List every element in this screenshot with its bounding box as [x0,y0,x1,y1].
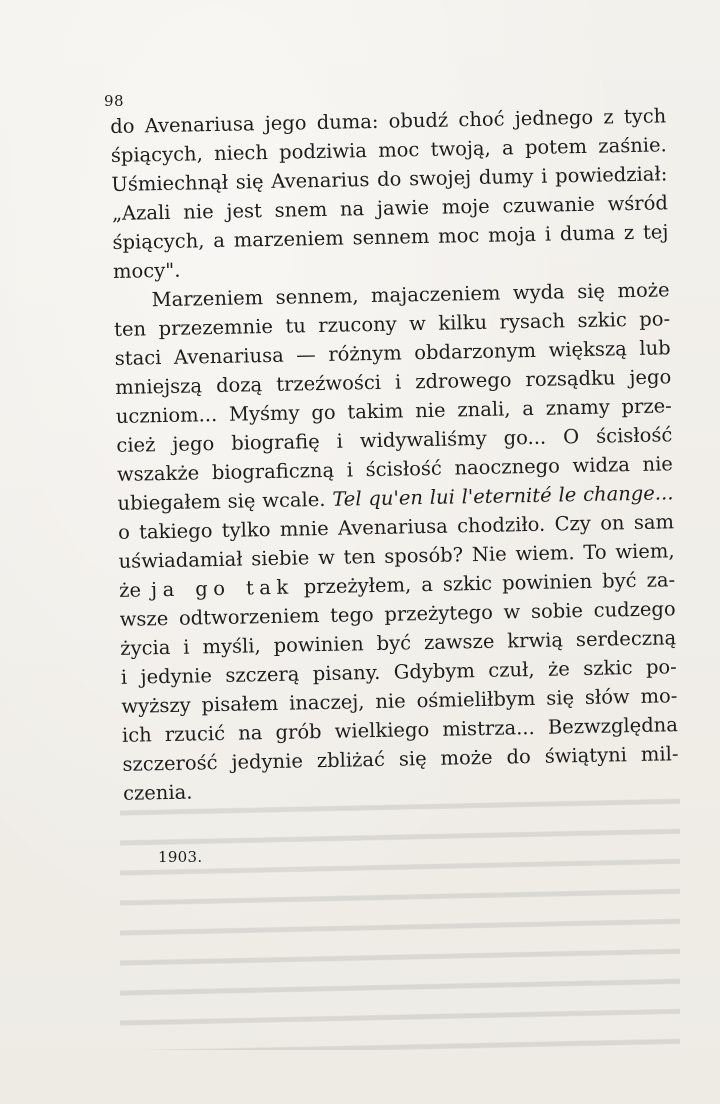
text-line: uczniom... Myśmy go takim nie znali, a znamy prze- [115,394,672,428]
text-span: przeżyłem, a szkic powinien być za- [303,568,676,599]
text-line: śpiących, niech podziwia moc twoją, a potem zaśnie. [110,133,667,167]
paragraph-start-line: Marzeniem sennem, majaczeniem wyda się może [151,278,670,312]
spaced-emphasis: ja go tak [150,575,294,602]
text-line: śpiących, a marzeniem sennem moc moja i duma z tej [112,220,669,254]
text-line: wyższy pisałem inaczej, nie ośmieliłbym się słów mo- [121,684,678,718]
text-line: „Azali nie jest snem na jawie moje czuwanie wśród [111,191,669,225]
text-line: o takiego tylko mnie Avenariusa chodziło. Czy on sam [117,510,675,544]
text-line: mocy". [112,258,181,283]
text-line: wszakże biograficzną i ścisłość naocznego widza nie [116,452,674,486]
text-line: ten przezemnie tu rzucony w kilku rysach szkic po- [113,307,671,341]
date-signature: 1903. [158,848,203,866]
text-line: staci Avenariusa — różnym obdarzonym większą lub [114,336,671,370]
text-span: ubiegałem się wcale. [117,487,326,515]
text-span: że [118,578,142,602]
bleed-through-text [120,790,680,1050]
text-line: mniejszą dozą trzeźwości i zdrowego rozsądku jego [115,365,672,399]
page-number: 98 [104,92,125,110]
text-line: szczerość jedynie zbliżać się może do świątyni mil- [122,742,679,776]
body-text [110,101,683,808]
text-line: i jedynie szczerą pisany. Gdybym czuł, że szkic po- [120,655,677,689]
text-line: Uśmiechnął się Avenarius do swojej dumy i powiedział: [111,162,668,196]
text-line: ich rzucić na grób wielkiego mistrza... Bezwzględna [121,713,679,747]
text-line: do Avenariusa jego duma: obudź choć jednego z tych [110,104,667,138]
text-line: życia i myśli, powinien być zawsze krwią serdeczną [120,626,677,660]
italic-quotation: Tel qu'en lui l'eternité le change... [332,481,674,511]
text-line: uświadamiał siebie w ten sposób? Nie wiem. To wiem, [118,539,675,573]
text-line: wsze odtworzeniem tego przeżytego w sobie cudzego [119,597,676,631]
text-line: czenia. [122,780,193,805]
text-line: cież jego biografię i widywaliśmy go... O ścisłość [116,423,673,457]
